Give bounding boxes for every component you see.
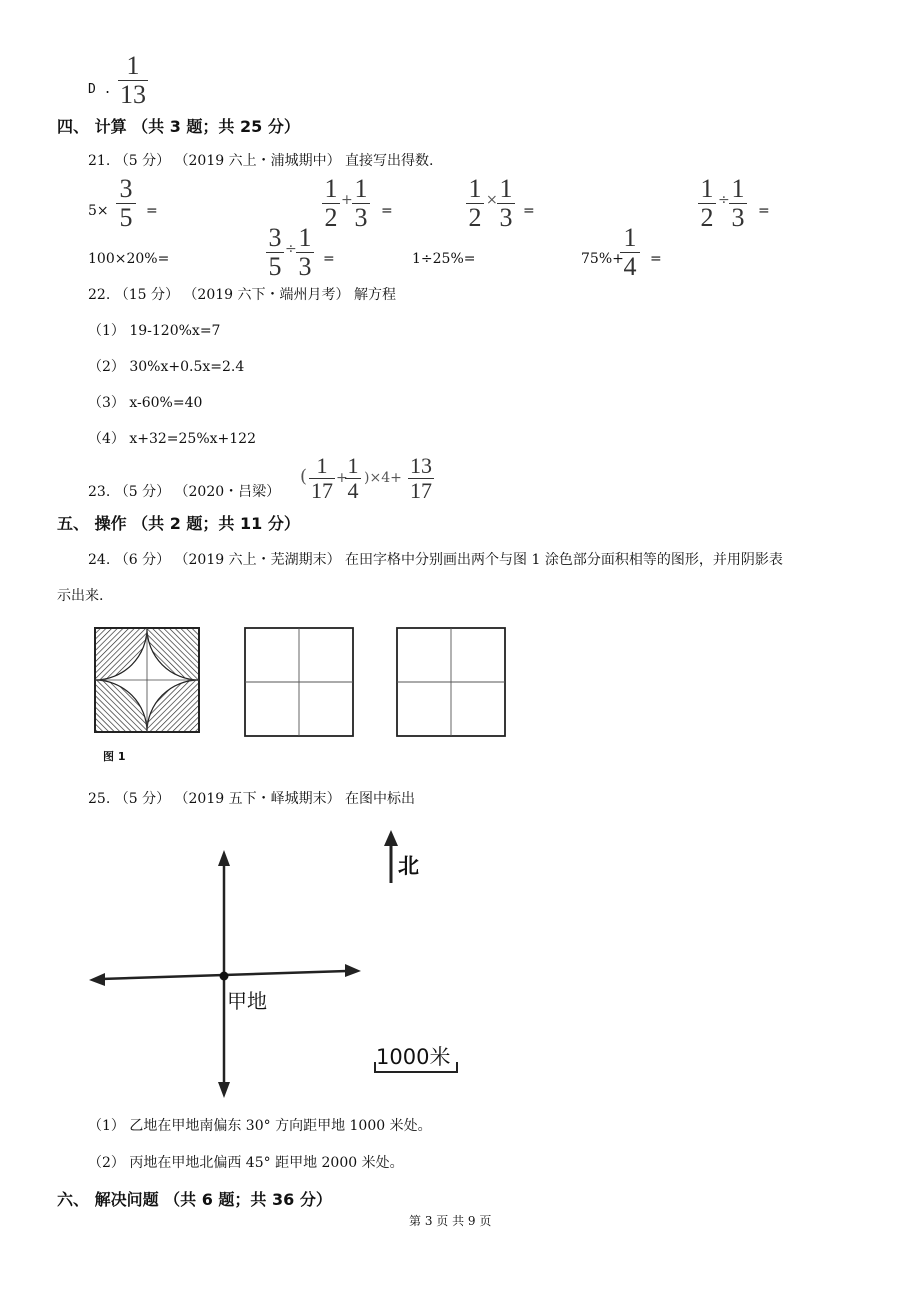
figure-1	[92, 625, 204, 737]
q21-e4-op: ÷	[718, 192, 730, 208]
q21-e4-frac1: 1 2	[698, 176, 716, 231]
q24-stem-line2: 示出来.	[57, 588, 104, 604]
q21-e6-frac1: 3 5	[266, 225, 284, 280]
q25-item-1: （1） 乙地在甲地南偏东 30° 方向距甲地 1000 米处。	[88, 1118, 432, 1134]
q23-rparen-times: )×4+	[364, 470, 402, 486]
grid-box-1[interactable]	[243, 626, 355, 738]
q22-item-2: （2） 30%x+0.5x=2.4	[88, 359, 245, 375]
page-footer: 第 3 页 共 9 页	[409, 1214, 492, 1228]
q21-e6-frac2: 1 3	[296, 225, 314, 280]
q21-e1-fraction: 3 5	[116, 176, 136, 231]
q22-item-4: （4） x+32=25%x+122	[88, 431, 256, 447]
q21-e2-frac2: 1 3	[352, 176, 370, 231]
q21-e5: 100×20%=	[88, 251, 170, 267]
q22-item-1: （1） 19-120%x=7	[88, 323, 221, 339]
q21-e6-op: ÷	[285, 241, 297, 257]
q21-e3-frac2: 1 3	[497, 176, 515, 231]
q21-stem: 21. （5 分） （2019 六上・浦城期中） 直接写出得数.	[88, 153, 434, 169]
q21-e2-op: +	[341, 192, 353, 208]
q21-e8-eq: =	[650, 251, 662, 267]
q21-e3-frac1: 1 2	[466, 176, 484, 231]
q23-frac3: 13 17	[410, 453, 432, 503]
q23-frac2: 1 4	[345, 455, 361, 502]
q21-e4-frac2: 1 3	[729, 176, 747, 231]
q23-lparen: (	[300, 466, 308, 487]
q21-e7: 1÷25%=	[412, 251, 476, 267]
q25-item-2: （2） 丙地在甲地北偏西 45° 距甲地 2000 米处。	[88, 1155, 404, 1171]
scale-label: 1000米	[376, 1045, 451, 1069]
q21-e6-eq: =	[323, 251, 335, 267]
grid-box-2[interactable]	[395, 626, 507, 738]
section-5-title: 五、 操作 （共 2 题；共 11 分）	[57, 514, 300, 533]
q21-e3-eq: =	[523, 203, 535, 219]
option-d-fraction: 1 13	[120, 51, 146, 109]
figure-1-label: 图 1	[103, 750, 126, 763]
section-6-title: 六、 解决问题 （共 6 题；共 36 分）	[57, 1190, 332, 1209]
q24-stem-line1: 24. （6 分） （2019 六上・芜湖期末） 在田字格中分别画出两个与图 1 涂色部分面积相等的图形，并用阴影表	[88, 552, 783, 568]
north-label: 北	[398, 854, 419, 878]
q21-e3-op: ×	[486, 192, 498, 208]
q21-e8-prefix: 75%+	[581, 251, 624, 267]
q21-e1-eq: =	[146, 203, 158, 219]
q21-e1-prefix: 5×	[88, 203, 109, 219]
option-d-label: D .	[88, 82, 112, 97]
q21-e2-eq: =	[381, 203, 393, 219]
q21-e2-frac1: 1 2	[322, 176, 340, 231]
q25-stem: 25. （5 分） （2019 五下・峄城期末） 在图中标出	[88, 791, 416, 807]
q23-stem: 23. （5 分） （2020・吕梁）	[88, 484, 281, 500]
q21-e8-fraction: 1 4	[620, 225, 640, 280]
q23-op: +	[336, 470, 348, 486]
q22-stem: 22. （15 分） （2019 六下・端州月考） 解方程	[88, 287, 396, 303]
q22-item-3: （3） x-60%=40	[88, 395, 203, 411]
section-4-title: 四、 计算 （共 3 题；共 25 分）	[57, 117, 300, 136]
origin-label: 甲地	[227, 989, 267, 1013]
q21-e4-eq: =	[758, 203, 770, 219]
q23-frac1: 1 17	[311, 453, 333, 503]
